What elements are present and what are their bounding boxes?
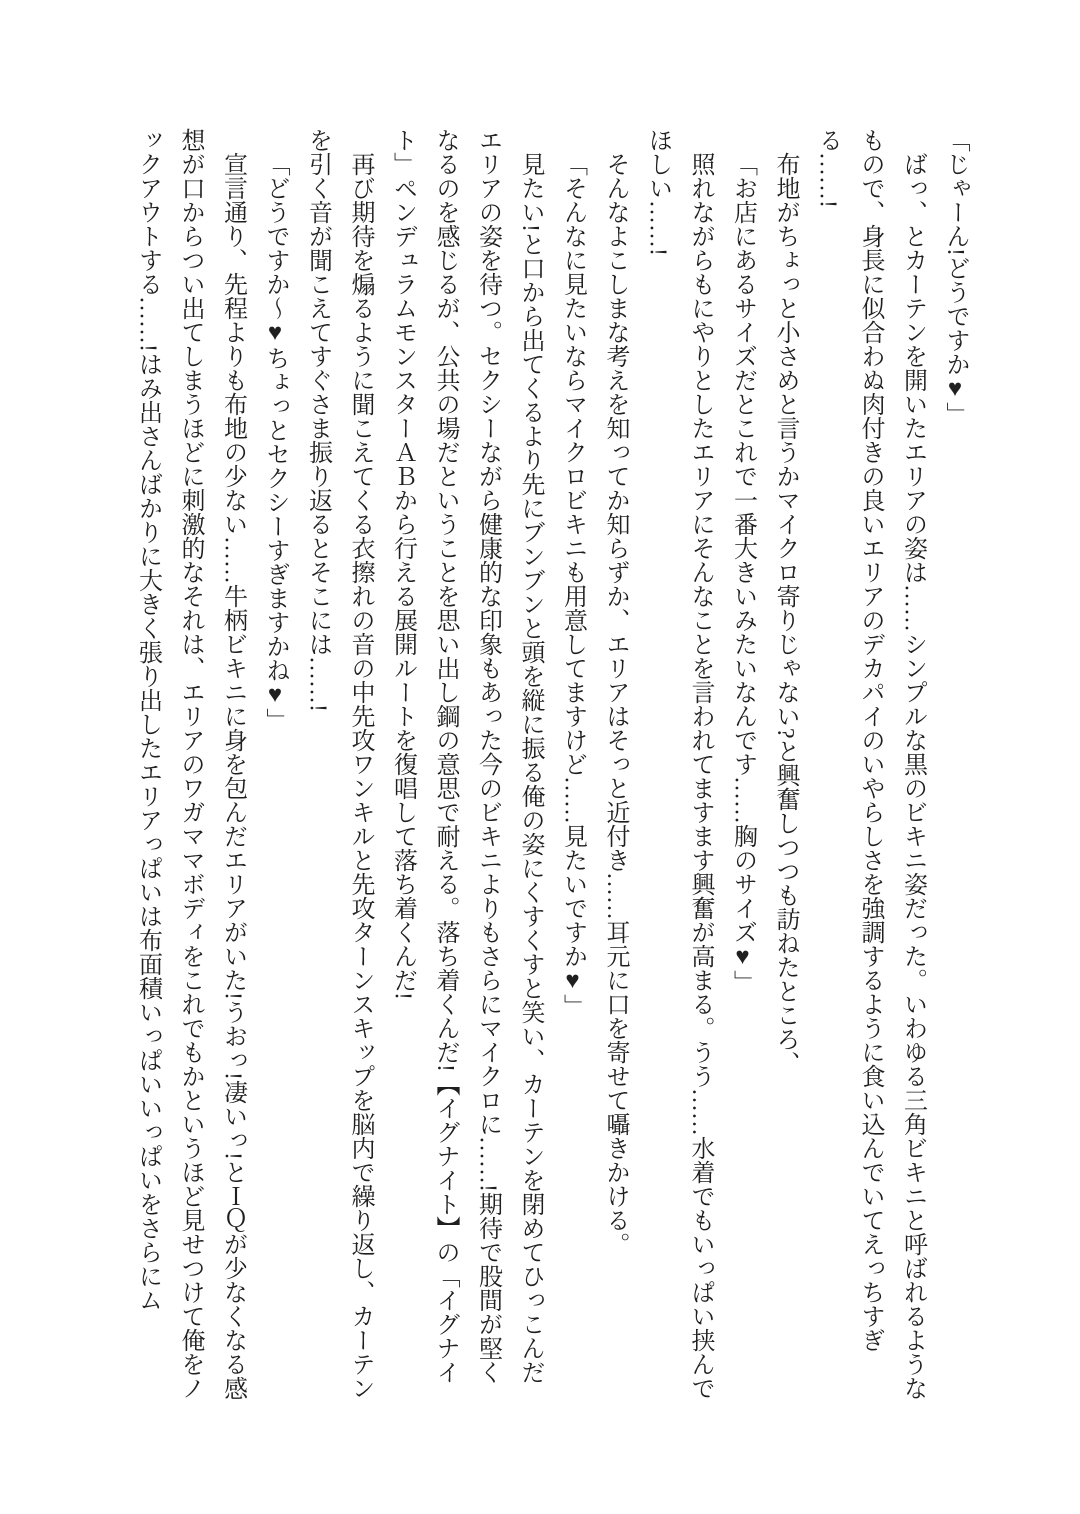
paragraph: 宣言通り、先程よりも布地の少ない……牛柄ビキニに身を包んだエリアがいた!うおっ!凄いっ!とＩＱが少なくなる感想が口からつい出てしまうほどに刺激的なそれは、エリアのワガママボディをこれでもかというほど見せつけて俺をノックアウトする……!はみ出さんばかりに大きく張り出したエリアっぱいは布面積いっぱいいっぱいをさらにム <box>134 128 246 1400</box>
paragraph: 照れながらもにやりとしたエリアにそんなことを言われてますます興奮が高まる。うう……水着でもいっぱい挟んでほしい……! <box>644 128 713 1400</box>
paragraph: 「どうですか〜♥ちょっとセクシーすぎますかね♥」 <box>262 152 288 732</box>
paragraph: 「じゃーん!どうですか♥」 <box>942 128 968 426</box>
paragraph: 見たい!と口から出てくるより先にブンブンと頭を縦に振る俺の姿にくすくすと笑い、カーテンを閉めてひっこんだエリアの姿を待つ。セクシーながら健康的な印象もあった今のビキニよりもさらにマイクロに……!期待で股間が堅くなるのを感じるが、公共の場だということを思い出し鋼の意思で耐える。落ち着くんだ!【イグナイト】の「イグナイト」ペンデュラムモンスターＡＢから行える展開ルートを復唱して落ち着くんだ! <box>389 128 543 1384</box>
paragraph: そんなよこしまな考えを知ってか知らずか、エリアはそっと近付き……耳元に口を寄せて囁きかける。 <box>602 152 628 1256</box>
paragraph: ばっ、とカーテンを開いたエリアの姿は……シンプルな黒のビキニ姿だった。いわゆる三角ビキニと呼ばれるようなもので、身長に似合わぬ肉付きの良いエリアのデカパイのいやらしさを強調するように食い込んでいてえっちすぎる……! <box>814 128 926 1400</box>
paragraph: 布地がちょっと小さめと言うかマイクロ寄りじゃない?と興奮しつつも訪ねたところ、 <box>772 152 798 1075</box>
paragraph: 「そんなに見たいならマイクロビキニも用意してますけど……見たいですか♥」 <box>559 152 586 1018</box>
vertical-text-block <box>92 128 976 1402</box>
paragraph: 再び期待を煽るように聞こえてくる衣擦れの音の中先攻ワンキルと先攻ターンスキップを脳内で繰り返し、カーテンを引く音が聞こえてすぐさま振り返るとそこには……! <box>304 128 373 1400</box>
paragraph: 「お店にあるサイズだとこれで一番大きいみたいなんです……胸のサイズ♥」 <box>729 152 756 994</box>
